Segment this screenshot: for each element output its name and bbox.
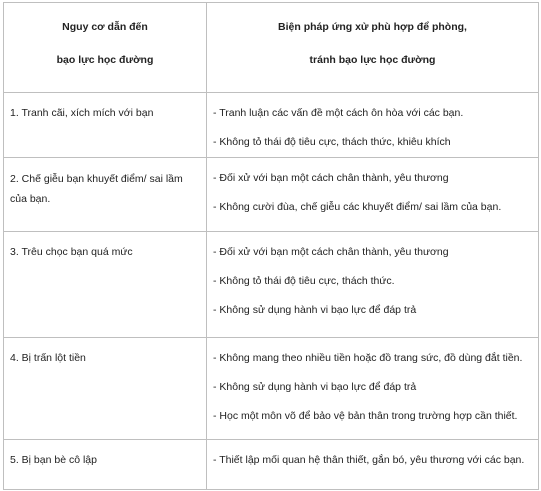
header-cause-cell <box>4 3 207 93</box>
bullying-prevention-table-container <box>3 2 538 490</box>
cause-cell <box>4 93 207 158</box>
cause-text: 1. Tranh cãi, xích mích với bạn <box>10 107 154 119</box>
measure-item: - Không cười đùa, chế giễu các khuyết điểm/ sai lầm của bạn. <box>213 201 502 213</box>
cause-text: 3. Trêu chọc bạn quá mức <box>10 246 133 258</box>
header-cause-line1: Nguy cơ dẫn đến <box>62 21 148 33</box>
table-row <box>4 338 539 440</box>
bullying-prevention-table <box>3 2 539 490</box>
cause-text: 4. Bị trấn lột tiền <box>10 352 86 364</box>
header-measure-line1: Biện pháp ứng xử phù hợp để phòng, <box>278 21 467 33</box>
cause-cell <box>4 338 207 440</box>
cause-text: 5. Bị bạn bè cô lập <box>10 454 97 466</box>
header-measure-line2: tránh bạo lực học đường <box>309 54 436 66</box>
measure-cell <box>207 232 539 338</box>
header-cause-line2: bạo lực học đường <box>56 54 154 66</box>
header-measure-cell <box>207 3 539 93</box>
measure-cell <box>207 93 539 158</box>
cause-text: 2. Chế giễu bạn khuyết điểm/ sai lầm của bạn. <box>10 173 183 205</box>
measure-item: - Học một môn võ để bảo vệ bản thân trong trường hợp cần thiết. <box>213 410 518 422</box>
measure-item: - Không tỏ thái độ tiêu cực, thách thức. <box>213 275 395 287</box>
table-header-row <box>4 3 539 93</box>
measure-item: - Đối xử với bạn một cách chân thành, yêu thương <box>213 172 449 184</box>
measure-cell <box>207 158 539 232</box>
measure-item: - Không sử dụng hành vi bạo lực để đáp trả <box>213 304 417 316</box>
measure-item: - Tranh luận các vấn đề một cách ôn hòa với các bạn. <box>213 107 464 119</box>
table-row <box>4 440 539 490</box>
measure-item: - Không tỏ thái độ tiêu cực, thách thức, khiêu khích <box>213 136 451 148</box>
measure-item: - Thiết lập mối quan hệ thân thiết, gắn bó, yêu thương với các bạn. <box>213 454 525 466</box>
cause-cell <box>4 158 207 232</box>
measure-item: - Không mang theo nhiều tiền hoặc đồ trang sức, đồ dùng đắt tiền. <box>213 352 523 364</box>
cause-cell <box>4 232 207 338</box>
cause-cell <box>4 440 207 490</box>
measure-item: - Không sử dụng hành vi bạo lực để đáp trả <box>213 381 417 393</box>
measure-cell <box>207 440 539 490</box>
table-row <box>4 93 539 158</box>
measure-item: - Đối xử với bạn một cách chân thành, yêu thương <box>213 246 449 258</box>
measure-cell <box>207 338 539 440</box>
table-row <box>4 232 539 338</box>
table-row <box>4 158 539 232</box>
